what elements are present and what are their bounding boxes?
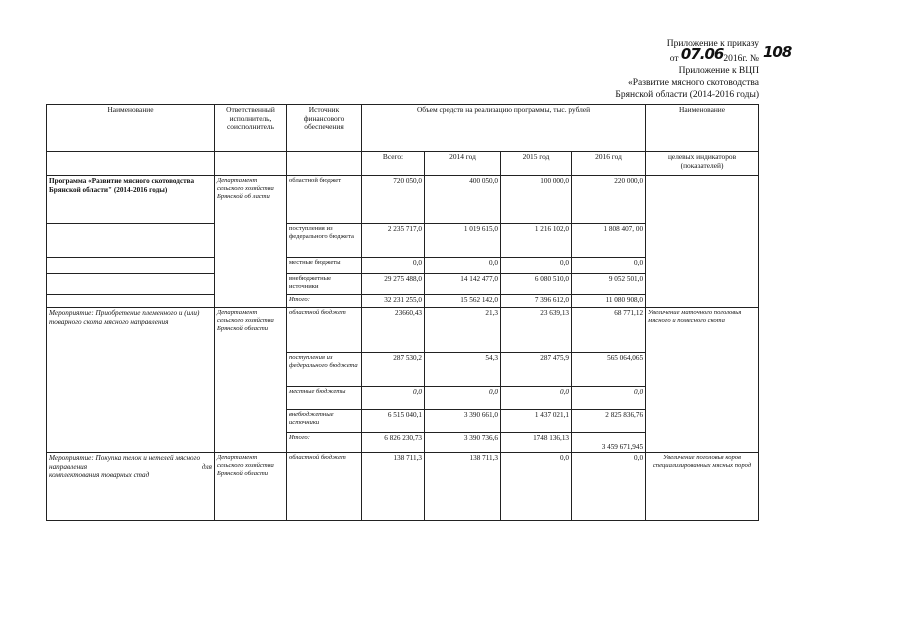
total-cell: 32 231 255,0: [362, 295, 425, 308]
y2014-cell: 3 390 661,0: [425, 410, 501, 433]
y2016-cell: 220 000,0: [572, 176, 646, 224]
y2014-cell: 1 019 615,0: [425, 224, 501, 258]
header-line-5: Брянской области (2014-2016 годы): [615, 90, 759, 100]
y2016-cell: 9 052 501,0: [572, 274, 646, 295]
y2014-cell: 400 050,0: [425, 176, 501, 224]
table-row: [47, 176, 759, 224]
y2014-cell: 138 711,3: [425, 453, 501, 521]
y2016-cell: 1 808 407, 00: [572, 224, 646, 258]
budget-table: [46, 104, 759, 521]
header-row-1: [47, 105, 759, 152]
table-row: [47, 308, 759, 353]
y2016-cell: 3 459 671,945: [572, 433, 646, 453]
source-cell: Итого:: [287, 295, 362, 308]
header-year: 2016г. №: [723, 54, 759, 64]
handwritten-date: 07.06: [680, 45, 724, 63]
program-name: Программа «Развитие мясного скотоводства Брянской области" (2014-2016 годы): [47, 176, 215, 224]
total-cell: 2 235 717,0: [362, 224, 425, 258]
event2-name-part3: комплектования товарных стад: [49, 471, 150, 479]
col-header-source: Источник финансового обеспечения: [287, 105, 362, 152]
y2016-cell: 68 771,12: [572, 308, 646, 353]
y2015-cell: 6 080 510,0: [501, 274, 572, 295]
y2015-cell: 1 216 102,0: [501, 224, 572, 258]
y2015-cell: 100 000,0: [501, 176, 572, 224]
source-cell: областной бюджет: [287, 453, 362, 521]
event1-executor: Департамент сельского хозяйства Брянской области: [215, 308, 287, 453]
y2015-cell: 7 396 612,0: [501, 295, 572, 308]
source-cell: поступления из федерального бюджета: [287, 224, 362, 258]
header-date-prefix: от: [669, 54, 679, 64]
empty-cell: [47, 152, 215, 176]
y2014-cell: 21,3: [425, 308, 501, 353]
empty-cell: [287, 152, 362, 176]
total-cell: 138 711,3: [362, 453, 425, 521]
event2-name-part2: для: [201, 462, 212, 471]
total-cell: 0,0: [362, 258, 425, 274]
empty-cell: [47, 258, 215, 274]
event2-executor: Департамент сельского хозяйства Брянской области: [215, 453, 287, 521]
total-cell: 29 275 488,0: [362, 274, 425, 295]
total-cell: 6 826 230,73: [362, 433, 425, 453]
event1-name: Мероприятие: Приобретение племенного и (или) товарного скота мясного направления: [47, 308, 215, 453]
table-row: [47, 453, 759, 521]
y2015-cell: 0,0: [501, 387, 572, 410]
y2015-cell: 0,0: [501, 258, 572, 274]
source-cell: местные бюджеты: [287, 258, 362, 274]
handwritten-order-number: 108: [763, 43, 792, 61]
y2015-cell: 1 437 021,1: [501, 410, 572, 433]
total-cell: 23660,43: [362, 308, 425, 353]
y2016-cell: 0,0: [572, 453, 646, 521]
source-cell: Итого:: [287, 433, 362, 453]
y2015-cell: 287 475,9: [501, 353, 572, 387]
empty-cell: [47, 274, 215, 295]
y2015-cell: 0,0: [501, 453, 572, 521]
col-header-executor: Ответственный исполнитель, соисполнитель: [215, 105, 287, 152]
source-cell: поступления из федерального бюджета: [287, 353, 362, 387]
y2014-cell: 15 562 142,0: [425, 295, 501, 308]
y2014-cell: 54,3: [425, 353, 501, 387]
y2016-cell: 565 064,065: [572, 353, 646, 387]
event2-name: [47, 453, 215, 521]
total-cell: 0,0: [362, 387, 425, 410]
document-header: [615, 38, 792, 101]
col-header-indicator: целевых индикаторов (показателей): [646, 152, 759, 176]
empty-cell: [215, 152, 287, 176]
y2015-cell: 1748 136,13: [501, 433, 572, 453]
total-cell: 287 530,2: [362, 353, 425, 387]
source-cell: внебюджетные источники: [287, 410, 362, 433]
source-cell: местные бюджеты: [287, 387, 362, 410]
program-indicator-cell: [646, 176, 759, 308]
y2016-cell: 0,0: [572, 258, 646, 274]
y2014-cell: 3 390 736,6: [425, 433, 501, 453]
source-cell: областной бюджет: [287, 308, 362, 353]
header-row-2: [47, 152, 759, 176]
total-cell: 720 050,0: [362, 176, 425, 224]
y2016-cell: 11 080 908,0: [572, 295, 646, 308]
event1-indicator: Увеличение маточного поголовья мясного и помесного скота: [646, 308, 759, 453]
header-line-4: «Развитие мясного скотоводства: [627, 78, 759, 88]
header-line-3: Приложение к ВЦП: [678, 66, 759, 76]
y2015-cell: 23 639,13: [501, 308, 572, 353]
y2014-cell: 0,0: [425, 258, 501, 274]
event2-indicator: Увеличение поголовья коров специализированных мясных пород: [646, 453, 759, 521]
source-cell: внебюджетные источники: [287, 274, 362, 295]
empty-cell: [47, 224, 215, 258]
y2016-cell: 2 825 836,76: [572, 410, 646, 433]
source-cell: областной бюджет: [287, 176, 362, 224]
y2014-cell: 14 142 477,0: [425, 274, 501, 295]
header-line-1: Приложение к приказу: [666, 39, 759, 49]
event2-name-part1: Мероприятие: Покупка телок и нетелей мясного направления: [49, 454, 201, 471]
empty-cell: [47, 295, 215, 308]
y2014-cell: 0,0: [425, 387, 501, 410]
col-header-volume: Объем средств на реализацию программы, тыс. рублей: [362, 105, 646, 152]
col-header-2014: 2014 год: [425, 152, 501, 176]
col-header-total: Всего:: [362, 152, 425, 176]
y2016-cell: 0,0: [572, 387, 646, 410]
program-executor: Департамент сельского хозяйства Брянской об ласти: [215, 176, 287, 308]
col-header-name: Наименование: [47, 105, 215, 152]
col-header-2015: 2015 год: [501, 152, 572, 176]
col-header-2016: 2016 год: [572, 152, 646, 176]
total-cell: 6 515 040,1: [362, 410, 425, 433]
col-header-indicator-top: Наименование: [646, 105, 759, 152]
